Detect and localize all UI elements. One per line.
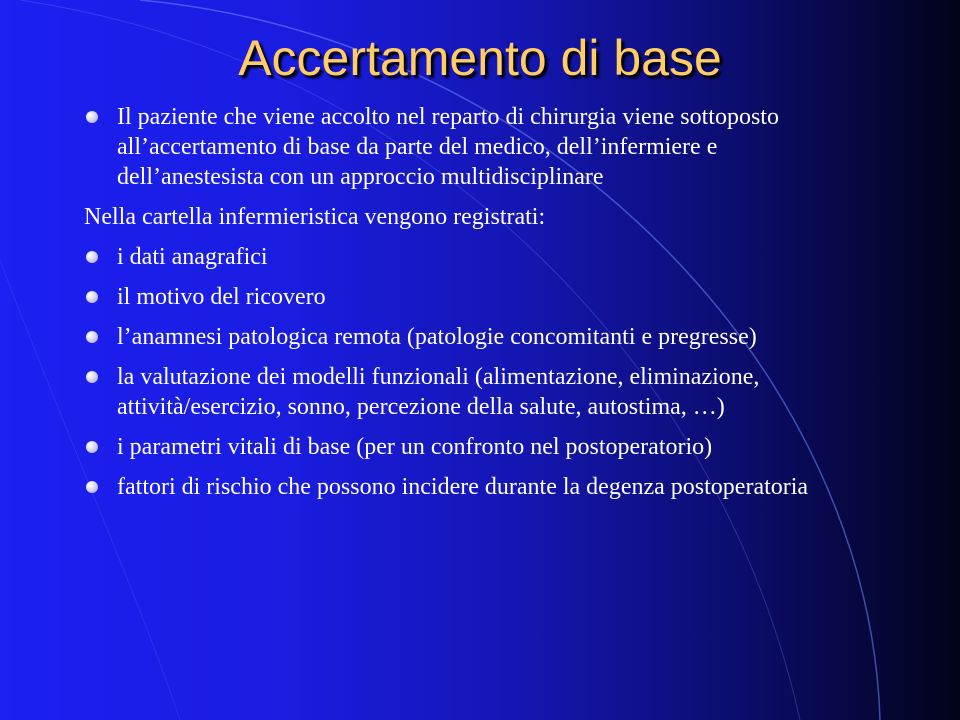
slide-body [84, 102, 854, 512]
bullet-item [84, 282, 854, 312]
bullet-text: la valutazione dei modelli funzionali (alimentazione, eliminazione, attività/esercizio, sonno, percezione della salute, autostima, …) [117, 364, 760, 420]
bullet-item [84, 322, 854, 352]
bullet-dot-icon [86, 291, 98, 303]
bullet-text: Il paziente che viene accolto nel reparto di chirurgia viene sottoposto all’accertamento di base da parte del medico, dell’infermiere e dell’anestesista con un approccio multidisciplinare [117, 104, 779, 190]
bullet-text: fattori di rischio che possono incidere durante la degenza postoperatoria [117, 474, 809, 500]
bullet-item-intro [84, 102, 854, 192]
bullet-item [84, 432, 854, 462]
bullet-text: i dati anagrafici [117, 244, 268, 270]
bullet-item [84, 242, 854, 272]
bullet-dot-icon [86, 371, 98, 383]
bullet-text: l’anamnesi patologica remota (patologie concomitanti e pregresse) [117, 324, 757, 350]
slide-title: Accertamento di base [238, 30, 722, 86]
bullet-dot-icon [86, 111, 98, 123]
bullet-dot-icon [86, 331, 98, 343]
bullet-text: il motivo del ricovero [117, 284, 326, 310]
bullet-dot-icon [86, 251, 98, 263]
bullet-dot-icon [86, 481, 98, 493]
bullet-dot-icon [86, 441, 98, 453]
bullet-item [84, 472, 854, 502]
bullet-text: i parametri vitali di base (per un confronto nel postoperatorio) [117, 434, 713, 460]
subheading: Nella cartella infermieristica vengono registrati: [84, 204, 546, 230]
bullet-item [84, 362, 854, 422]
